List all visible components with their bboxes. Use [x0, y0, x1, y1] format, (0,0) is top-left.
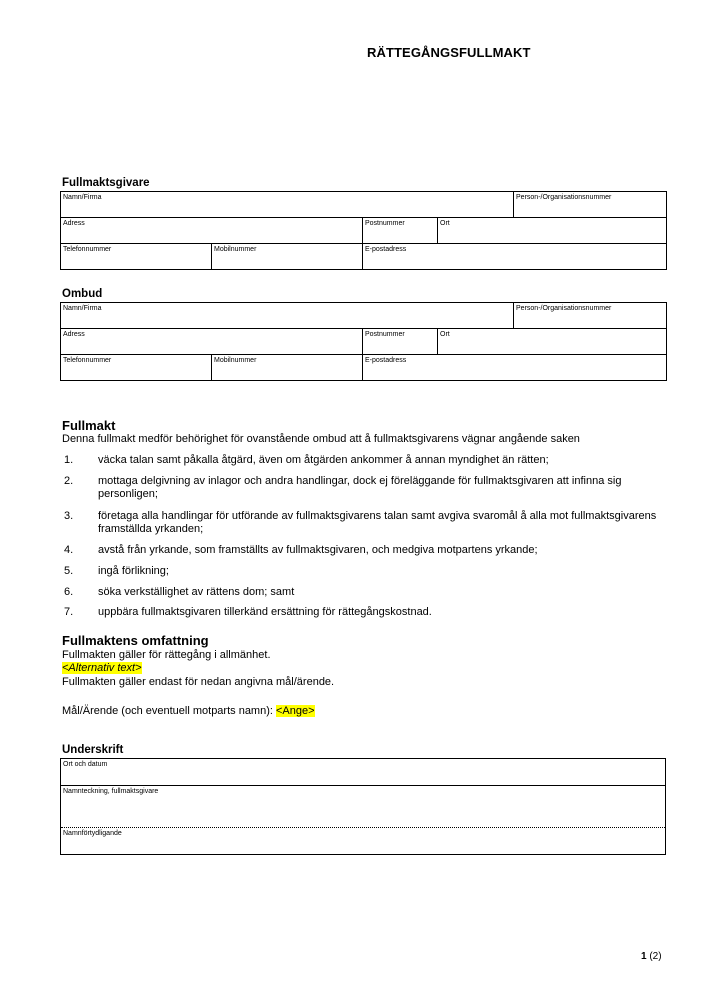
giver-heading: Fullmaktsgivare	[62, 177, 150, 189]
field-label: Mobilnummer	[214, 357, 257, 364]
field-label: Adress	[63, 220, 85, 227]
list-text: ingå förlikning;	[98, 565, 169, 577]
field-label: Namnteckning, fullmaktsgivare	[63, 788, 159, 795]
list-text: avstå från yrkande, som framställts av fullmaktsgivaren, och medgiva motpartens yrkande;	[98, 544, 538, 556]
giver-address-field[interactable]	[61, 218, 363, 244]
list-number: 5.	[64, 565, 74, 577]
page-current: 1	[641, 951, 647, 962]
field-label: Telefonnummer	[63, 357, 112, 364]
field-label: Ort	[440, 331, 450, 338]
list-text: söka verkställighet av rättens dom; samt	[98, 586, 295, 598]
page-total: (2)	[649, 951, 662, 962]
field-label: Ort	[440, 220, 450, 227]
name-clarification-field[interactable]	[61, 828, 666, 855]
case-label: Mål/Ärende (och eventuell motparts namn):	[62, 705, 276, 717]
page-number	[641, 951, 662, 962]
agent-phone-field[interactable]	[61, 355, 212, 381]
field-label: Adress	[63, 331, 85, 338]
document-title: RÄTTEGÅNGSFULLMAKT	[367, 45, 531, 60]
list-text: företaga alla handlingar för utförande av fullmaktsgivarens talan samt avgiva svaromål å alla mot fullmaktsgivarens framställda yrkanden;	[98, 510, 657, 535]
signature-field[interactable]	[61, 786, 666, 828]
field-label: Postnummer	[365, 220, 405, 227]
list-text: uppbära fullmaktsgivaren tillerkänd ersättning för rättegångskostnad.	[98, 606, 432, 618]
alternative-text-placeholder[interactable]: <Alternativ text>	[62, 662, 142, 674]
field-label: E-postadress	[365, 246, 407, 253]
place-date-field[interactable]	[61, 759, 666, 786]
list-text: mottaga delgivning av inlagor och andra handlingar, dock ej föreläggande för fullmaktsgivaren att infinna sig personligen;	[98, 475, 622, 500]
scope-line-specific: Fullmakten gäller endast för nedan angivna mål/ärende.	[62, 676, 335, 688]
agent-email-field[interactable]	[363, 355, 667, 381]
case-line	[62, 705, 315, 718]
field-label: Person-/Organisationsnummer	[516, 194, 612, 201]
signature-table	[60, 758, 666, 855]
agent-name-field[interactable]	[61, 303, 514, 329]
giver-mobile-field[interactable]	[212, 244, 363, 270]
giver-name-field[interactable]	[61, 192, 514, 218]
field-label: Postnummer	[365, 331, 405, 338]
list-number: 1.	[64, 454, 74, 466]
list-text: väcka talan samt påkalla åtgärd, även om åtgärden ankommer å annan myndighet än rätten;	[98, 454, 549, 466]
agent-id-field[interactable]	[514, 303, 667, 329]
power-heading: Fullmakt	[62, 418, 116, 433]
field-label: Ort och datum	[63, 761, 108, 768]
agent-table	[60, 302, 667, 381]
giver-table	[60, 191, 667, 270]
field-label: Telefonnummer	[63, 246, 112, 253]
list-number: 4.	[64, 544, 74, 556]
field-label: Namn/Firma	[63, 194, 102, 201]
field-label: Person-/Organisationsnummer	[516, 305, 612, 312]
signature-heading: Underskrift	[62, 744, 124, 756]
giver-city-field[interactable]	[438, 218, 667, 244]
list-number: 3.	[64, 510, 74, 522]
agent-mobile-field[interactable]	[212, 355, 363, 381]
power-intro: Denna fullmakt medför behörighet för ovanstående ombud att å fullmaktsgivarens vägnar angående saken	[62, 433, 580, 445]
field-label: Mobilnummer	[214, 246, 257, 253]
field-label: Namnförtydligande	[63, 830, 122, 837]
giver-email-field[interactable]	[363, 244, 667, 270]
list-number: 2.	[64, 475, 74, 487]
list-number: 7.	[64, 606, 74, 618]
giver-phone-field[interactable]	[61, 244, 212, 270]
field-label: E-postadress	[365, 357, 407, 364]
scope-heading: Fullmaktens omfattning	[62, 633, 209, 648]
agent-postal-field[interactable]	[363, 329, 438, 355]
agent-address-field[interactable]	[61, 329, 363, 355]
case-value-placeholder[interactable]: <Ange>	[276, 705, 315, 717]
list-number: 6.	[64, 586, 74, 598]
agent-city-field[interactable]	[438, 329, 667, 355]
agent-heading: Ombud	[62, 288, 103, 300]
field-label: Namn/Firma	[63, 305, 102, 312]
giver-id-field[interactable]	[514, 192, 667, 218]
giver-postal-field[interactable]	[363, 218, 438, 244]
scope-line-general: Fullmakten gäller för rättegång i allmänhet.	[62, 649, 271, 661]
